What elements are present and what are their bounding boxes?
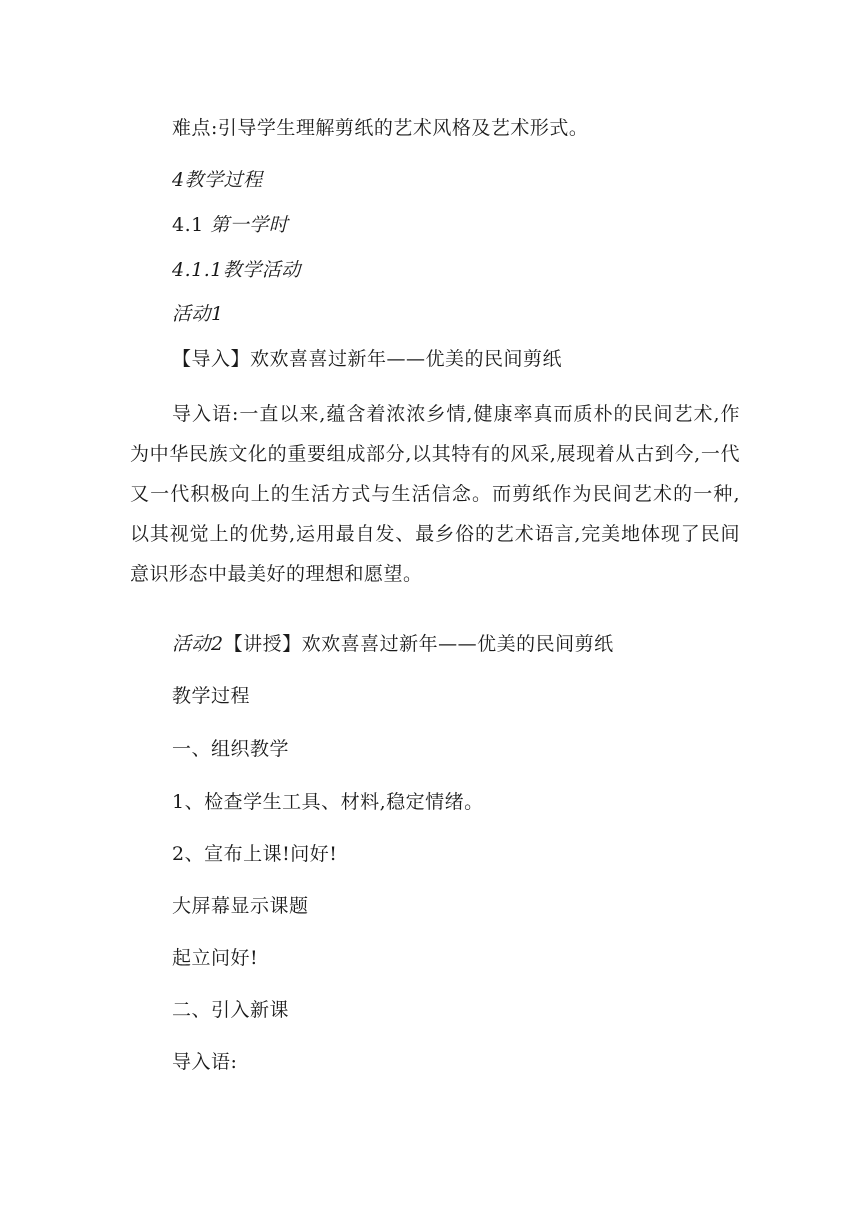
- section-4-1-title: 第一学时: [210, 214, 289, 236]
- activity-1-label: 活动1: [172, 303, 224, 325]
- screen-topic-text: 大屏幕显示课题: [172, 895, 309, 917]
- step-2-heading: 二、引入新课: [172, 999, 290, 1021]
- intro-heading: 【导入】欢欢喜喜过新年——优美的民间剪纸: [172, 348, 563, 370]
- activity-2-title: 【讲授】欢欢喜喜过新年——优美的民间剪纸: [223, 633, 614, 655]
- intro-paragraph: 导入语:一直以来,蕴含着浓浓乡情,健康率真而质朴的民间艺术,作为中华民族文化的重要组成部分,以其特有的风采,展现着从古到今,一代又一代积极向上的生活方式与生活信念。而剪纸作为民间艺术的一种,以其视觉上的优势,运用最自发、最乡俗的艺术语言,完美地体现了民间意识形态中最美好的理想和愿望。: [130, 403, 740, 585]
- step-1-heading: 一、组织教学: [172, 738, 290, 760]
- activity-2-label: 活动2: [172, 633, 224, 655]
- stand-greet-text: 起立问好!: [172, 947, 259, 969]
- section-4-1-number: 4.1: [172, 214, 211, 236]
- teaching-process-heading: 教学过程: [172, 685, 251, 707]
- section-4-1-1-heading: 4.1.1教学活动: [172, 259, 301, 281]
- activity-2-heading: [172, 630, 614, 658]
- section-4-heading: 4教学过程: [172, 169, 263, 191]
- step-1-2-text: 2、宣布上课!问好!: [172, 843, 338, 865]
- step-1-1-text: 1、检查学生工具、材料,稳定情绪。: [172, 791, 484, 813]
- intro-label: 导入语:: [172, 1051, 238, 1073]
- difficulty-text: 难点:引导学生理解剪纸的艺术风格及艺术形式。: [172, 117, 589, 139]
- section-4-1-heading: [172, 211, 288, 239]
